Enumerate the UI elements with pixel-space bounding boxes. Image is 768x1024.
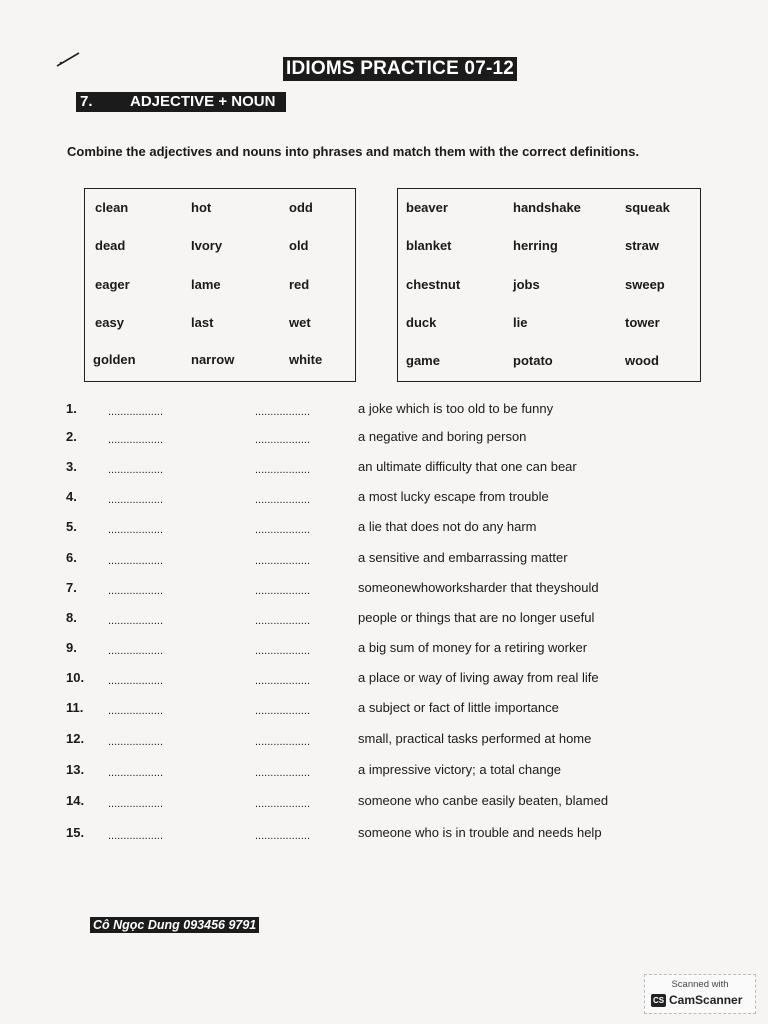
- answer-blank-adjective[interactable]: ..................: [108, 645, 164, 657]
- adjective-box: [84, 188, 356, 382]
- noun-word: duck: [406, 315, 437, 330]
- answer-blank-noun[interactable]: ..................: [255, 767, 311, 779]
- teacher-contact-footer: Cô Ngọc Dung 093456 9791: [90, 917, 259, 933]
- adjective-word: white: [289, 352, 323, 367]
- scanner-brand: CamScanner: [669, 993, 743, 1007]
- question-item: [66, 550, 666, 570]
- question-definition: people or things that are no longer useful: [358, 610, 595, 625]
- question-definition: a impressive victory; a total change: [358, 762, 562, 777]
- answer-blank-noun[interactable]: ..................: [255, 494, 311, 506]
- question-definition: a most lucky escape from trouble: [358, 489, 549, 504]
- question-number: 14.: [66, 793, 85, 808]
- answer-blank-adjective[interactable]: ..................: [108, 524, 164, 536]
- question-definition: a negative and boring person: [358, 429, 527, 444]
- question-number: 11.: [66, 700, 84, 715]
- page-title: IDIOMS PRACTICE 07-12: [283, 57, 517, 81]
- camscanner-logo-icon: CS: [652, 996, 665, 1005]
- question-item: [66, 610, 666, 630]
- question-definition: a joke which is too old to be funny: [358, 401, 554, 416]
- noun-word: herring: [513, 238, 558, 253]
- answer-blank-adjective[interactable]: ..................: [108, 434, 164, 446]
- scanner-caption: Scanned with: [671, 979, 729, 990]
- question-number: 13.: [66, 762, 85, 777]
- answer-blank-noun[interactable]: ..................: [255, 434, 311, 446]
- adjective-word: old: [289, 238, 309, 253]
- section-title: ADJECTIVE + NOUN: [130, 93, 276, 110]
- answer-blank-adjective[interactable]: ..................: [108, 798, 164, 810]
- noun-word: chestnut: [406, 277, 461, 292]
- adjective-word: hot: [191, 200, 212, 215]
- answer-blank-noun[interactable]: ..................: [255, 736, 311, 748]
- question-definition: a big sum of money for a retiring worker: [358, 640, 588, 655]
- question-number: 2.: [66, 429, 77, 444]
- question-number: 10.: [66, 670, 85, 685]
- adjective-word: clean: [95, 200, 129, 215]
- adjective-word: last: [191, 315, 214, 330]
- answer-blank-adjective[interactable]: ..................: [108, 464, 164, 476]
- answer-blank-adjective[interactable]: ..................: [108, 830, 164, 842]
- adjective-word: narrow: [191, 352, 235, 367]
- answer-blank-noun[interactable]: ..................: [255, 615, 311, 627]
- instruction-text: Combine the adjectives and nouns into phrases and match them with the correct definitions.: [67, 144, 640, 159]
- answer-blank-noun[interactable]: ..................: [255, 555, 311, 567]
- noun-word: squeak: [625, 200, 670, 215]
- question-item: [66, 700, 666, 720]
- question-number: 7.: [66, 580, 77, 595]
- question-item: [66, 793, 666, 813]
- adjective-word: wet: [289, 315, 311, 330]
- adjective-word: red: [289, 277, 310, 292]
- question-definition: small, practical tasks performed at home: [358, 731, 592, 746]
- question-item: [66, 640, 666, 660]
- question-item: [66, 670, 666, 690]
- noun-word: handshake: [513, 200, 581, 215]
- noun-word: tower: [625, 315, 660, 330]
- answer-blank-noun[interactable]: ..................: [255, 406, 311, 418]
- adjective-word: eager: [95, 277, 130, 292]
- question-item: [66, 401, 666, 421]
- question-number: 12.: [66, 731, 85, 746]
- adjective-word: easy: [95, 315, 124, 330]
- answer-blank-adjective[interactable]: ..................: [108, 615, 164, 627]
- noun-word: wood: [625, 353, 659, 368]
- answer-blank-adjective[interactable]: ..................: [108, 555, 164, 567]
- noun-box: [397, 188, 701, 382]
- question-item: [66, 519, 666, 539]
- question-definition: a place or way of living away from real life: [358, 670, 599, 685]
- question-number: 4.: [66, 489, 77, 504]
- question-definition: a sensitive and embarrassing matter: [358, 550, 568, 565]
- noun-word: straw: [625, 238, 659, 253]
- noun-word: jobs: [513, 277, 540, 292]
- answer-blank-noun[interactable]: ..................: [255, 524, 311, 536]
- question-number: 5.: [66, 519, 77, 534]
- noun-word: game: [406, 353, 440, 368]
- answer-blank-noun[interactable]: ..................: [255, 830, 311, 842]
- noun-word: lie: [513, 315, 528, 330]
- question-definition: someone who is in trouble and needs help: [358, 825, 602, 840]
- answer-blank-noun[interactable]: ..................: [255, 464, 311, 476]
- section-header: [76, 92, 286, 112]
- answer-blank-noun[interactable]: ..................: [255, 705, 311, 717]
- noun-word: potato: [513, 353, 553, 368]
- question-number: 3.: [66, 459, 77, 474]
- noun-word: sweep: [625, 277, 665, 292]
- question-item: [66, 580, 666, 600]
- noun-word: beaver: [406, 200, 448, 215]
- question-number: 8.: [66, 610, 77, 625]
- question-item: [66, 459, 666, 479]
- section-number: 7.: [80, 93, 93, 110]
- answer-blank-adjective[interactable]: ..................: [108, 767, 164, 779]
- answer-blank-adjective[interactable]: ..................: [108, 406, 164, 418]
- question-definition: a subject or fact of little importance: [358, 700, 559, 715]
- question-item: [66, 762, 666, 782]
- answer-blank-noun[interactable]: ..................: [255, 675, 311, 687]
- pen-stroke-mark: [55, 50, 83, 68]
- adjective-word: Ivory: [191, 238, 223, 253]
- question-definition: a lie that does not do any harm: [358, 519, 537, 534]
- question-number: 1.: [66, 401, 77, 416]
- question-item: [66, 489, 666, 509]
- answer-blank-adjective[interactable]: ..................: [108, 585, 164, 597]
- question-item: [66, 825, 666, 845]
- answer-blank-adjective[interactable]: ..................: [108, 494, 164, 506]
- question-number: 9.: [66, 640, 77, 655]
- camscanner-watermark: [644, 974, 756, 1014]
- question-definition: someonewhoworksharder that theyshould: [358, 580, 599, 595]
- answer-blank-noun[interactable]: ..................: [255, 798, 311, 810]
- adjective-word: golden: [93, 352, 136, 367]
- adjective-word: dead: [95, 238, 126, 253]
- answer-blank-adjective[interactable]: ..................: [108, 705, 164, 717]
- question-number: 15.: [66, 825, 85, 840]
- noun-word: blanket: [406, 238, 452, 253]
- answer-blank-noun[interactable]: ..................: [255, 585, 311, 597]
- question-definition: someone who canbe easily beaten, blamed: [358, 793, 609, 808]
- question-item: [66, 731, 666, 751]
- question-number: 6.: [66, 550, 77, 565]
- answer-blank-adjective[interactable]: ..................: [108, 736, 164, 748]
- adjective-word: lame: [191, 277, 221, 292]
- answer-blank-adjective[interactable]: ..................: [108, 675, 164, 687]
- answer-blank-noun[interactable]: ..................: [255, 645, 311, 657]
- question-item: [66, 429, 666, 449]
- adjective-word: odd: [289, 200, 313, 215]
- question-definition: an ultimate difficulty that one can bear: [358, 459, 577, 474]
